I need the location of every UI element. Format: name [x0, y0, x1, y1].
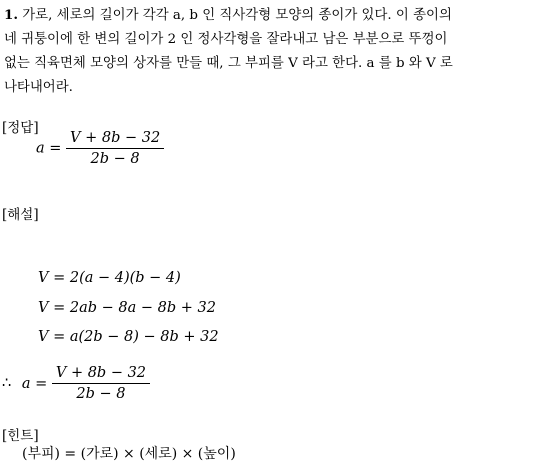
hint-label: [힌트] — [2, 428, 39, 444]
answer-fraction — [66, 130, 164, 167]
hint-formula: (부피) = (가로) × (세로) × (높이) — [22, 446, 236, 462]
problem-line-1 — [4, 4, 452, 23]
solution-fraction — [52, 365, 150, 402]
problem-text-4: 나타내어라. — [4, 80, 73, 95]
problem-text-2: 네 귀퉁이에 한 변의 길이가 2 인 정사각형을 잘라내고 남은 부분으로 뚜껑이 — [4, 32, 448, 47]
solution-step-2: V = 2ab − 8a − 8b + 32 — [38, 300, 216, 316]
problem-line-3 — [4, 52, 453, 71]
answer-formula — [36, 130, 164, 167]
answer-label: [정답] — [2, 120, 39, 136]
solution-step-1: V = 2(a − 4)(b − 4) — [38, 270, 181, 286]
problem-line-2 — [4, 28, 447, 47]
solution-lhs: a = — [21, 375, 48, 392]
problem-number: 1. — [4, 7, 18, 23]
solution-result — [2, 365, 150, 402]
solution-label: [해설] — [2, 207, 39, 223]
answer-denominator: 2b − 8 — [90, 151, 140, 167]
solution-step-3: V = a(2b − 8) − 8b + 32 — [38, 329, 219, 345]
therefore-symbol: ∴ — [2, 375, 12, 392]
problem-text-1: 가로, 세로의 길이가 각각 a, b 인 직사각형 모양의 종이가 있다. 이 종이의 — [22, 8, 452, 23]
problem-line-4 — [4, 76, 73, 95]
answer-numerator: V + 8b − 32 — [66, 130, 164, 149]
solution-denominator: 2b − 8 — [76, 386, 126, 402]
problem-text-3: 없는 직육면체 모양의 상자를 만들 때, 그 부피를 V 라고 한다. a 를 b 와 V 로 — [4, 56, 453, 71]
solution-numerator: V + 8b − 32 — [52, 365, 150, 384]
answer-lhs: a = — [36, 140, 62, 157]
